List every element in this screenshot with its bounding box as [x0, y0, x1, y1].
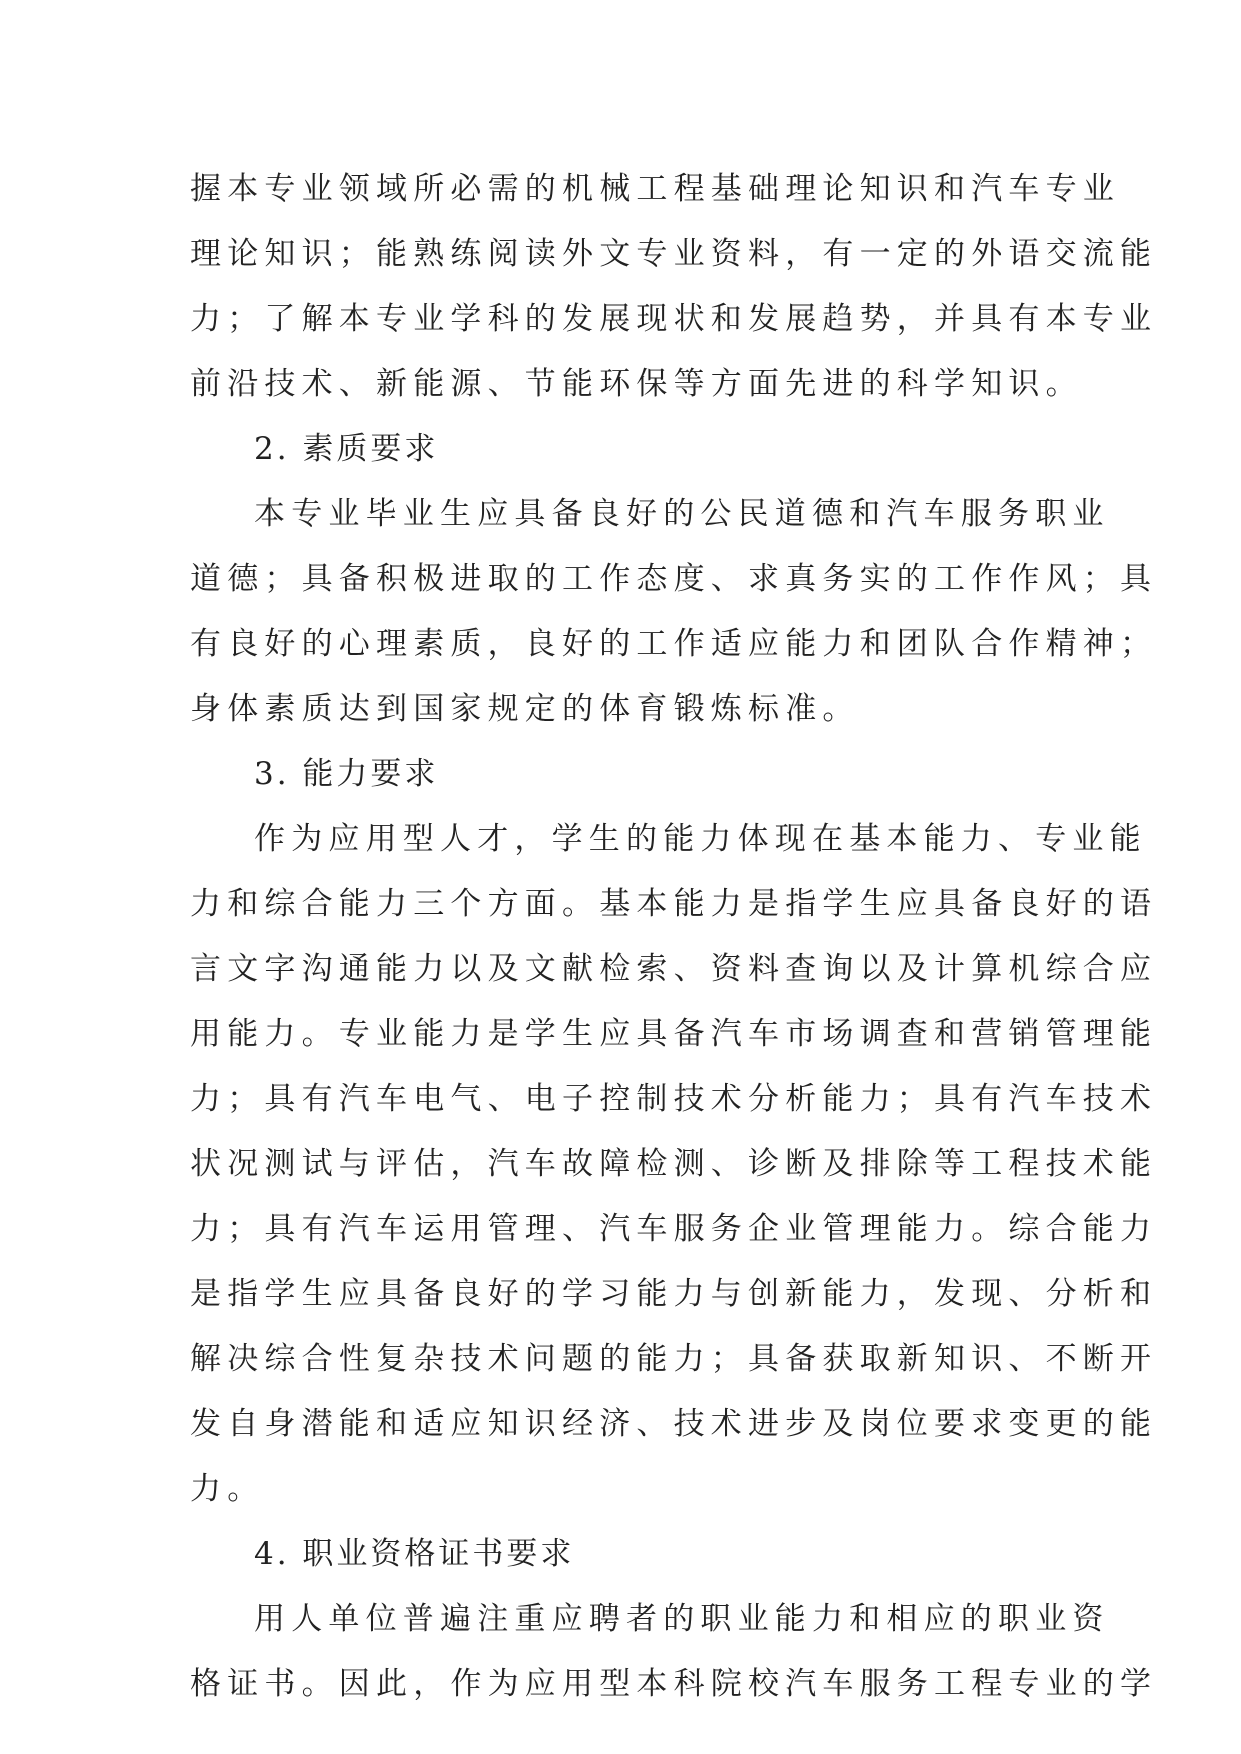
text-line: 用人单位普遍注重应聘者的职业能力和相应的职业资: [254, 1601, 1110, 1637]
text-line: 发自身潜能和适应知识经济、技术进步及岗位要求变更的能: [190, 1406, 1158, 1442]
text-line: 前沿技术、新能源、节能环保等方面先进的科学知识。: [190, 366, 1083, 402]
section-heading-certificate: 4. 职业资格证书要求: [254, 1536, 575, 1572]
text-line: 状况测试与评估，汽车故障检测、诊断及排除等工程技术能: [190, 1146, 1158, 1182]
text-line: 力；具有汽车运用管理、汽车服务企业管理能力。综合能力: [190, 1211, 1158, 1247]
text-line: 有良好的心理素质，良好的工作适应能力和团队合作精神；: [190, 626, 1158, 662]
text-line: 力和综合能力三个方面。基本能力是指学生应具备良好的语: [190, 886, 1158, 922]
text-line: 作为应用型人才，学生的能力体现在基本能力、专业能: [254, 821, 1147, 857]
text-line: 解决综合性复杂技术问题的能力；具备获取新知识、不断开: [190, 1341, 1158, 1377]
text-line: 用能力。专业能力是学生应具备汽车市场调查和营销管理能: [190, 1016, 1158, 1052]
section-heading-quality: 2. 素质要求: [254, 431, 439, 467]
section-heading-ability: 3. 能力要求: [254, 756, 439, 792]
text-line: 格证书。因此，作为应用型本科院校汽车服务工程专业的学: [190, 1666, 1158, 1702]
text-line: 身体素质达到国家规定的体育锻炼标准。: [190, 691, 860, 727]
text-line: 道德；具备积极进取的工作态度、求真务实的工作作风；具: [190, 561, 1158, 597]
text-line: 是指学生应具备良好的学习能力与创新能力，发现、分析和: [190, 1276, 1158, 1312]
text-line: 理论知识；能熟练阅读外文专业资料，有一定的外语交流能: [190, 236, 1158, 272]
text-line: 本专业毕业生应具备良好的公民道德和汽车服务职业: [254, 496, 1110, 532]
text-line: 力。: [190, 1471, 265, 1507]
text-line: 力；具有汽车电气、电子控制技术分析能力；具有汽车技术: [190, 1081, 1158, 1117]
text-line: 力；了解本专业学科的发展现状和发展趋势，并具有本专业: [190, 301, 1158, 337]
text-line: 言文字沟通能力以及文献检索、资料查询以及计算机综合应: [190, 951, 1158, 987]
text-line: 握本专业领域所必需的机械工程基础理论知识和汽车专业: [190, 171, 1120, 207]
document-body: [190, 157, 1158, 1717]
